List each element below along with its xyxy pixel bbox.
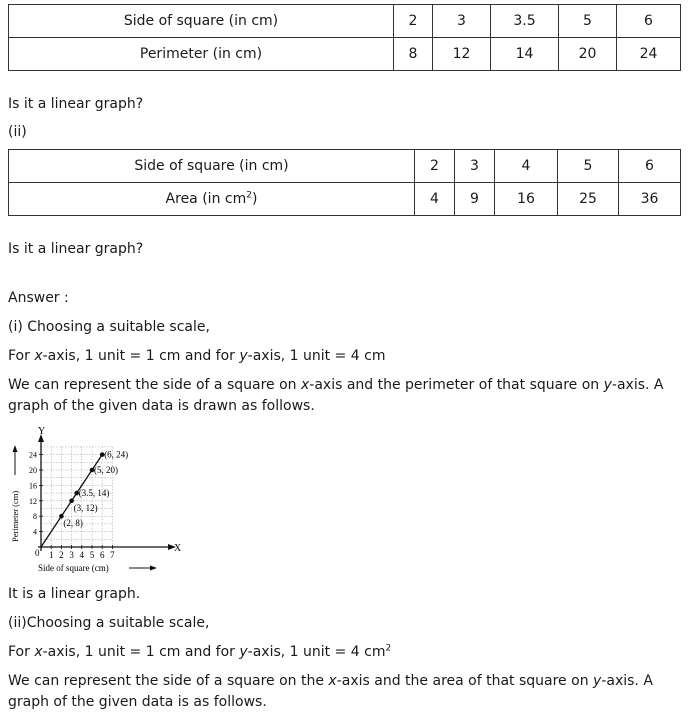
cell: 6 <box>619 150 681 183</box>
cell: 3.5 <box>491 5 559 38</box>
data-point-label: (5, 20) <box>94 465 118 475</box>
perimeter-graph <box>6 420 186 578</box>
cell: 24 <box>617 38 681 71</box>
data-point-label: (3, 12) <box>73 502 98 513</box>
x-tick-label: 1 <box>48 550 54 560</box>
cell: 36 <box>619 183 681 216</box>
answer-line-5: (ii)Choosing a suitable scale, <box>8 615 210 631</box>
answer-line-3: We can represent the side of a square on x-axis and the perimeter of that square on y-axis. A graph of the given data is drawn as follows. <box>8 377 664 414</box>
table-row <box>9 38 681 71</box>
x-tick-label: 7 <box>110 550 115 560</box>
row-label: Area (in $cm^2$) <box>9 183 415 216</box>
data-point-label: (6, 24) <box>104 449 129 460</box>
cell: 2 <box>394 5 433 38</box>
x-label-arrowhead <box>150 566 157 571</box>
cell: 14 <box>491 38 559 71</box>
x-axis-letter: X <box>174 543 182 554</box>
row-label: Side of square (in cm) <box>9 5 394 38</box>
cell: 9 <box>455 183 495 216</box>
cell: 16 <box>495 183 558 216</box>
answer-line-1: (i) Choosing a suitable scale, <box>8 319 210 335</box>
x-tick-label: 6 <box>99 550 105 560</box>
x-tick-label: 3 <box>69 550 74 560</box>
answer-line-7: We can represent the side of a square on the x-axis and the area of that square on y-axis. A graph of the given data is as follows. <box>8 673 653 710</box>
y-tick-label: 20 <box>29 466 37 475</box>
cell: 20 <box>559 38 617 71</box>
answer-line-4: It is a linear graph. <box>8 586 141 602</box>
row-label: Perimeter (in cm) <box>9 38 394 71</box>
cell: 2 <box>415 150 455 183</box>
answer-heading: Answer : <box>8 290 69 306</box>
table-row <box>9 183 681 216</box>
y-tick-label: 4 <box>33 527 37 537</box>
cell: 5 <box>559 5 617 38</box>
y-tick-label: 24 <box>29 450 37 460</box>
x-tick-label: 5 <box>89 550 95 560</box>
cell: 12 <box>433 38 491 71</box>
cell: 5 <box>558 150 619 183</box>
y-label-arrowhead <box>13 445 18 452</box>
table-perimeter <box>8 4 681 71</box>
chart-series <box>41 450 128 547</box>
cell: 25 <box>558 183 619 216</box>
y-tick-label: 12 <box>29 496 37 506</box>
x-tick-label: 4 <box>79 550 85 560</box>
y-axis-label: Perimeter (cm) <box>10 490 20 542</box>
data-point-label: (2, 8) <box>63 518 83 529</box>
table-row <box>9 150 681 183</box>
origin-label: 0 <box>35 548 40 558</box>
table-row <box>9 5 681 38</box>
y-axis-letter: Y <box>38 426 46 437</box>
x-axis-label: Side of square (cm) <box>38 563 109 573</box>
row-label: Side of square (in cm) <box>9 150 415 183</box>
cell: 4 <box>495 150 558 183</box>
cell: 6 <box>617 5 681 38</box>
question-1: Is it a linear graph? <box>8 96 144 112</box>
cell: 4 <box>415 183 455 216</box>
answer-line-2: For x-axis, 1 unit = 1 cm and for y-axis, 1 unit = 4 cm <box>8 348 386 364</box>
answer-line-6: For x-axis, 1 unit = 1 cm and for y-axis, 1 unit = 4 $cm^2$ <box>8 643 392 660</box>
part-ii-label: (ii) <box>8 124 27 140</box>
y-tick-label: 16 <box>29 481 37 491</box>
cell: 3 <box>455 150 495 183</box>
x-tick-label: 2 <box>59 550 64 560</box>
data-point-label: (3.5, 14) <box>78 488 110 499</box>
question-2: Is it a linear graph? <box>8 241 144 257</box>
cell: 3 <box>433 5 491 38</box>
table-area <box>8 149 681 216</box>
y-tick-label: 8 <box>33 512 37 522</box>
cell: 8 <box>394 38 433 71</box>
